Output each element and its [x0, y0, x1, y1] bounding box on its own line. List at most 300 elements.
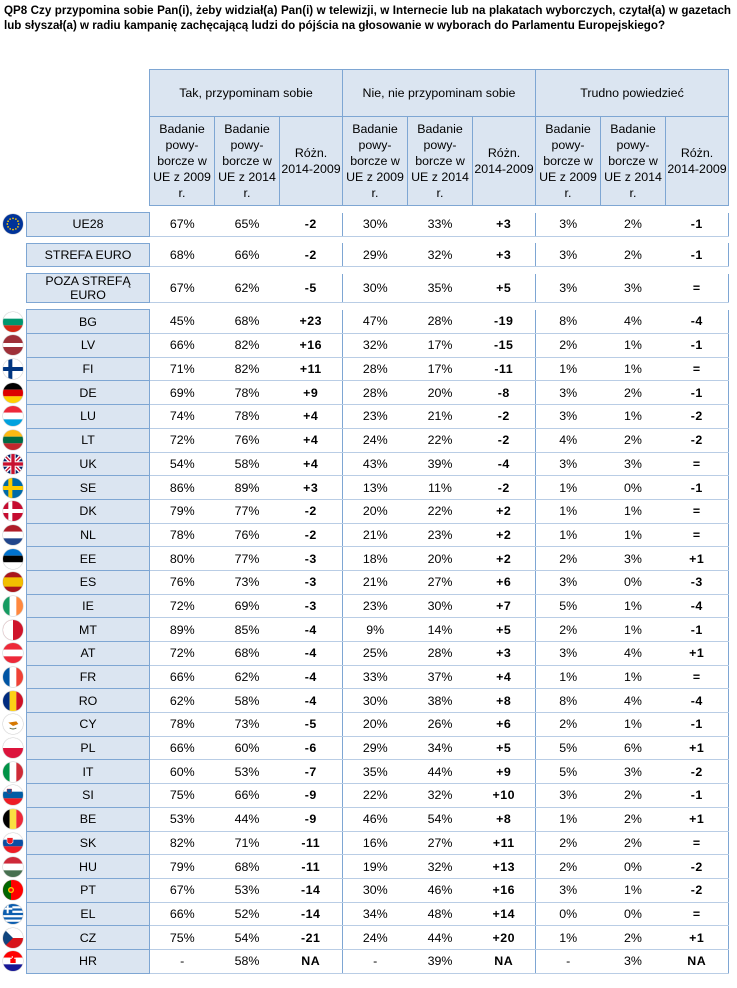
value-cell: 44% [215, 807, 280, 831]
diff-cell: -1 [666, 213, 729, 237]
diff-cell: -4 [280, 689, 343, 713]
flag-bg-icon [3, 312, 23, 332]
value-cell: 53% [150, 807, 215, 831]
row-label: STREFA EURO [27, 243, 150, 267]
flag-mt-icon [3, 620, 23, 640]
value-cell: 17% [408, 334, 473, 358]
sub-header-row [0, 117, 729, 206]
value-cell: 6% [601, 736, 666, 760]
value-cell: 16% [343, 831, 408, 855]
flag-el-icon [3, 904, 23, 924]
flag-hu-icon [3, 857, 23, 877]
value-cell: 79% [150, 499, 215, 523]
value-cell: 2% [536, 547, 601, 571]
value-cell: 46% [343, 807, 408, 831]
value-cell: 67% [150, 274, 215, 303]
flag-ie-icon [3, 596, 23, 616]
diff-cell: -19 [473, 310, 536, 334]
value-cell: 2% [601, 784, 666, 808]
row-label: SK [27, 831, 150, 855]
value-cell: 19% [343, 855, 408, 879]
diff-cell: -4 [666, 310, 729, 334]
value-cell: 89% [150, 618, 215, 642]
diff-cell: -4 [473, 452, 536, 476]
value-cell: 2% [536, 831, 601, 855]
value-cell: 53% [215, 878, 280, 902]
value-cell: 62% [215, 274, 280, 303]
value-cell: 20% [408, 381, 473, 405]
diff-cell: -3 [280, 547, 343, 571]
value-cell: 3% [536, 381, 601, 405]
value-cell: 3% [536, 405, 601, 429]
value-cell: 1% [536, 665, 601, 689]
diff-cell: -2 [666, 428, 729, 452]
value-cell: 1% [601, 618, 666, 642]
diff-cell: +1 [666, 547, 729, 571]
diff-cell: +3 [473, 642, 536, 666]
value-cell: 5% [536, 594, 601, 618]
country-row [0, 902, 729, 926]
value-cell: 30% [408, 594, 473, 618]
diff-cell: -2 [666, 878, 729, 902]
flag-sk-icon [3, 833, 23, 853]
row-label: AT [27, 642, 150, 666]
country-row [0, 499, 729, 523]
value-cell: 1% [536, 476, 601, 500]
subheader-2014: Badanie powy-borcze w UE z 2014 r. [601, 117, 666, 206]
country-row [0, 476, 729, 500]
row-label: UK [27, 452, 150, 476]
subheader-2009: Badanie powy-borcze w UE z 2009 r. [150, 117, 215, 206]
value-cell: 32% [408, 784, 473, 808]
value-cell: 22% [408, 499, 473, 523]
value-cell: 72% [150, 642, 215, 666]
value-cell: 34% [343, 902, 408, 926]
value-cell: 3% [536, 213, 601, 237]
diff-cell: -2 [473, 476, 536, 500]
value-cell: 2% [601, 807, 666, 831]
flag-pl-icon [3, 738, 23, 758]
diff-cell: +23 [280, 310, 343, 334]
value-cell: 52% [215, 902, 280, 926]
value-cell: 21% [408, 405, 473, 429]
value-cell: 39% [408, 949, 473, 973]
value-cell: 0% [601, 855, 666, 879]
flag-uk-icon [3, 454, 23, 474]
row-label: CZ [27, 926, 150, 950]
diff-cell: +2 [473, 523, 536, 547]
diff-cell: -1 [666, 784, 729, 808]
diff-cell: NA [666, 949, 729, 973]
diff-cell: +1 [666, 926, 729, 950]
country-row [0, 855, 729, 879]
value-cell: 78% [150, 523, 215, 547]
diff-cell: +5 [473, 618, 536, 642]
diff-cell: NA [280, 949, 343, 973]
diff-cell: +8 [473, 689, 536, 713]
row-label: RO [27, 689, 150, 713]
value-cell: 78% [150, 713, 215, 737]
group-header-no: Nie, nie przypominam sobie [343, 70, 536, 117]
value-cell: 47% [343, 310, 408, 334]
subheader-diff: Różn. 2014-2009 [473, 117, 536, 206]
eu-flag-icon [3, 214, 23, 234]
diff-cell: +4 [473, 665, 536, 689]
diff-cell: -2 [280, 243, 343, 267]
country-row [0, 784, 729, 808]
value-cell: 2% [601, 428, 666, 452]
flag-be-icon [3, 809, 23, 829]
flag-lv-icon [3, 335, 23, 355]
value-cell: 2% [536, 855, 601, 879]
value-cell: 1% [601, 665, 666, 689]
subheader-2009: Badanie powy-borcze w UE z 2009 r. [343, 117, 408, 206]
flag-de-icon [3, 383, 23, 403]
diff-cell: -1 [666, 713, 729, 737]
country-row [0, 618, 729, 642]
value-cell: 2% [601, 831, 666, 855]
row-label: MT [27, 618, 150, 642]
value-cell: 3% [536, 784, 601, 808]
diff-cell: = [666, 452, 729, 476]
value-cell: 67% [150, 213, 215, 237]
value-cell: 62% [150, 689, 215, 713]
value-cell: 44% [408, 760, 473, 784]
value-cell: 72% [150, 594, 215, 618]
value-cell: 1% [601, 713, 666, 737]
value-cell: 2% [536, 713, 601, 737]
diff-cell: -3 [280, 570, 343, 594]
value-cell: 1% [601, 878, 666, 902]
flag-cz-icon [3, 928, 23, 948]
diff-cell: -14 [280, 878, 343, 902]
value-cell: 35% [408, 274, 473, 303]
value-cell: 28% [408, 642, 473, 666]
value-cell: 1% [536, 807, 601, 831]
value-cell: 37% [408, 665, 473, 689]
diff-cell: -3 [280, 594, 343, 618]
diff-cell: -8 [473, 381, 536, 405]
value-cell: 23% [343, 405, 408, 429]
value-cell: 13% [343, 476, 408, 500]
value-cell: 60% [215, 736, 280, 760]
country-row [0, 381, 729, 405]
value-cell: 22% [343, 784, 408, 808]
diff-cell: -11 [280, 855, 343, 879]
diff-cell: -11 [473, 357, 536, 381]
diff-cell: NA [473, 949, 536, 973]
value-cell: 74% [150, 405, 215, 429]
value-cell: 71% [150, 357, 215, 381]
flag-fr-icon [3, 667, 23, 687]
value-cell: 78% [215, 381, 280, 405]
value-cell: 20% [408, 547, 473, 571]
diff-cell: +4 [280, 452, 343, 476]
country-row [0, 594, 729, 618]
value-cell: 27% [408, 831, 473, 855]
country-row [0, 642, 729, 666]
group-header-row [0, 70, 729, 117]
row-label: IT [27, 760, 150, 784]
value-cell: 24% [343, 926, 408, 950]
value-cell: 0% [601, 476, 666, 500]
value-cell: 68% [150, 243, 215, 267]
row-label: LV [27, 334, 150, 358]
value-cell: 9% [343, 618, 408, 642]
value-cell: 3% [536, 452, 601, 476]
value-cell: 33% [343, 665, 408, 689]
value-cell: 48% [408, 902, 473, 926]
value-cell: 1% [601, 594, 666, 618]
value-cell: 4% [536, 428, 601, 452]
diff-cell: -6 [280, 736, 343, 760]
value-cell: 66% [150, 736, 215, 760]
diff-cell: -3 [666, 570, 729, 594]
value-cell: 32% [408, 855, 473, 879]
value-cell: - [536, 949, 601, 973]
flag-ro-icon [3, 691, 23, 711]
subheader-2014: Badanie powy-borcze w UE z 2014 r. [215, 117, 280, 206]
value-cell: 1% [601, 499, 666, 523]
value-cell: 54% [150, 452, 215, 476]
diff-cell: +16 [473, 878, 536, 902]
value-cell: 66% [150, 665, 215, 689]
row-label: HR [27, 949, 150, 973]
value-cell: 0% [601, 570, 666, 594]
value-cell: 32% [408, 243, 473, 267]
value-cell: 20% [343, 713, 408, 737]
value-cell: 34% [408, 736, 473, 760]
results-table [0, 69, 729, 974]
value-cell: 82% [215, 357, 280, 381]
diff-cell: -4 [280, 618, 343, 642]
value-cell: 5% [536, 736, 601, 760]
value-cell: 1% [601, 405, 666, 429]
diff-cell: +9 [280, 381, 343, 405]
country-row [0, 452, 729, 476]
group-header-yes: Tak, przypominam sobie [150, 70, 343, 117]
diff-cell: +13 [473, 855, 536, 879]
value-cell: 66% [215, 243, 280, 267]
value-cell: 3% [536, 274, 601, 303]
value-cell: 0% [536, 902, 601, 926]
value-cell: 35% [343, 760, 408, 784]
value-cell: - [343, 949, 408, 973]
value-cell: 76% [215, 523, 280, 547]
value-cell: 68% [215, 642, 280, 666]
diff-cell: -14 [280, 902, 343, 926]
value-cell: 5% [536, 760, 601, 784]
value-cell: 1% [601, 357, 666, 381]
country-row [0, 760, 729, 784]
country-row [0, 310, 729, 334]
question-title: QP8 Czy przypomina sobie Pan(i), żeby widział(a) Pan(i) w telewizji, w Internecie lub na plakatach wyborczych, czytał(a) w gazetach lub słyszał(a) w radiu kampanię zachęcającą ludzi do pójścia na głosowanie w wyborach do Parlamentu Europejskiego? [4, 4, 731, 32]
value-cell: 29% [343, 736, 408, 760]
diff-cell: = [666, 902, 729, 926]
diff-cell: +11 [473, 831, 536, 855]
subheader-2009: Badanie powy-borcze w UE z 2009 r. [536, 117, 601, 206]
value-cell: 3% [536, 878, 601, 902]
country-row [0, 665, 729, 689]
value-cell: 32% [343, 334, 408, 358]
diff-cell: -2 [473, 405, 536, 429]
flag-lt-icon [3, 430, 23, 450]
row-label: FI [27, 357, 150, 381]
country-row [0, 736, 729, 760]
value-cell: 18% [343, 547, 408, 571]
value-cell: 33% [408, 213, 473, 237]
value-cell: 85% [215, 618, 280, 642]
value-cell: 4% [601, 642, 666, 666]
diff-cell: = [666, 523, 729, 547]
diff-cell: +1 [666, 736, 729, 760]
row-label: FR [27, 665, 150, 689]
diff-cell: -4 [280, 642, 343, 666]
diff-cell: +9 [473, 760, 536, 784]
value-cell: 3% [601, 452, 666, 476]
row-label: HU [27, 855, 150, 879]
country-row [0, 949, 729, 973]
value-cell: 75% [150, 784, 215, 808]
row-label: SE [27, 476, 150, 500]
diff-cell: +3 [473, 213, 536, 237]
diff-cell: -7 [280, 760, 343, 784]
diff-cell: +2 [473, 547, 536, 571]
aggregate-row [0, 213, 729, 237]
value-cell: 14% [408, 618, 473, 642]
diff-cell: +1 [666, 807, 729, 831]
value-cell: 73% [215, 713, 280, 737]
value-cell: 69% [150, 381, 215, 405]
value-cell: 76% [150, 570, 215, 594]
diff-cell: = [666, 831, 729, 855]
value-cell: 3% [536, 243, 601, 267]
value-cell: 0% [601, 902, 666, 926]
diff-cell: -5 [280, 274, 343, 303]
diff-cell: +20 [473, 926, 536, 950]
country-row [0, 878, 729, 902]
value-cell: 80% [150, 547, 215, 571]
flag-cy-icon [3, 714, 23, 734]
diff-cell: +3 [473, 243, 536, 267]
flag-at-icon [3, 643, 23, 663]
diff-cell: = [666, 357, 729, 381]
diff-cell: -2 [280, 523, 343, 547]
value-cell: 71% [215, 831, 280, 855]
flag-fi-icon [3, 359, 23, 379]
value-cell: 3% [601, 949, 666, 973]
diff-cell: +8 [473, 807, 536, 831]
flag-it-icon [3, 762, 23, 782]
value-cell: 28% [408, 310, 473, 334]
country-row [0, 357, 729, 381]
value-cell: 58% [215, 689, 280, 713]
value-cell: 62% [215, 665, 280, 689]
value-cell: 28% [343, 357, 408, 381]
aggregate-row [0, 243, 729, 267]
value-cell: 39% [408, 452, 473, 476]
value-cell: 30% [343, 274, 408, 303]
value-cell: 2% [601, 213, 666, 237]
country-row [0, 807, 729, 831]
value-cell: 2% [601, 243, 666, 267]
row-label: LT [27, 428, 150, 452]
value-cell: 58% [215, 452, 280, 476]
value-cell: 21% [343, 570, 408, 594]
aggregate-row [0, 274, 729, 303]
diff-cell: +4 [280, 405, 343, 429]
diff-cell: +5 [473, 274, 536, 303]
value-cell: 68% [215, 310, 280, 334]
value-cell: 27% [408, 570, 473, 594]
value-cell: 43% [343, 452, 408, 476]
row-label: LU [27, 405, 150, 429]
diff-cell: -9 [280, 784, 343, 808]
value-cell: 79% [150, 855, 215, 879]
flag-se-icon [3, 478, 23, 498]
row-label: EE [27, 547, 150, 571]
value-cell: 8% [536, 689, 601, 713]
value-cell: 86% [150, 476, 215, 500]
value-cell: 8% [536, 310, 601, 334]
diff-cell: -2 [473, 428, 536, 452]
value-cell: 3% [536, 570, 601, 594]
row-label: BG [27, 310, 150, 334]
value-cell: 2% [601, 926, 666, 950]
value-cell: 23% [343, 594, 408, 618]
value-cell: 76% [215, 428, 280, 452]
country-row [0, 926, 729, 950]
subheader-diff: Różn. 2014-2009 [280, 117, 343, 206]
value-cell: 1% [601, 334, 666, 358]
diff-cell: +10 [473, 784, 536, 808]
flag-pt-icon [3, 880, 23, 900]
diff-cell: +4 [280, 428, 343, 452]
value-cell: 89% [215, 476, 280, 500]
value-cell: 46% [408, 878, 473, 902]
value-cell: 30% [343, 213, 408, 237]
value-cell: 28% [343, 381, 408, 405]
diff-cell: = [666, 274, 729, 303]
diff-cell: +6 [473, 713, 536, 737]
value-cell: 60% [150, 760, 215, 784]
row-label: EL [27, 902, 150, 926]
value-cell: 66% [150, 902, 215, 926]
value-cell: 82% [215, 334, 280, 358]
value-cell: 3% [601, 547, 666, 571]
value-cell: 1% [536, 523, 601, 547]
value-cell: 22% [408, 428, 473, 452]
row-label: BE [27, 807, 150, 831]
country-row [0, 405, 729, 429]
subheader-diff: Różn. 2014-2009 [666, 117, 729, 206]
diff-cell: -15 [473, 334, 536, 358]
value-cell: 45% [150, 310, 215, 334]
row-label: ES [27, 570, 150, 594]
value-cell: 3% [601, 274, 666, 303]
value-cell: 54% [408, 807, 473, 831]
value-cell: 20% [343, 499, 408, 523]
value-cell: 67% [150, 878, 215, 902]
diff-cell: -1 [666, 381, 729, 405]
group-header-dk: Trudno powiedzieć [536, 70, 729, 117]
value-cell: 2% [536, 618, 601, 642]
flag-si-icon [3, 785, 23, 805]
country-row [0, 831, 729, 855]
value-cell: 4% [601, 689, 666, 713]
country-row [0, 689, 729, 713]
diff-cell: -2 [280, 213, 343, 237]
